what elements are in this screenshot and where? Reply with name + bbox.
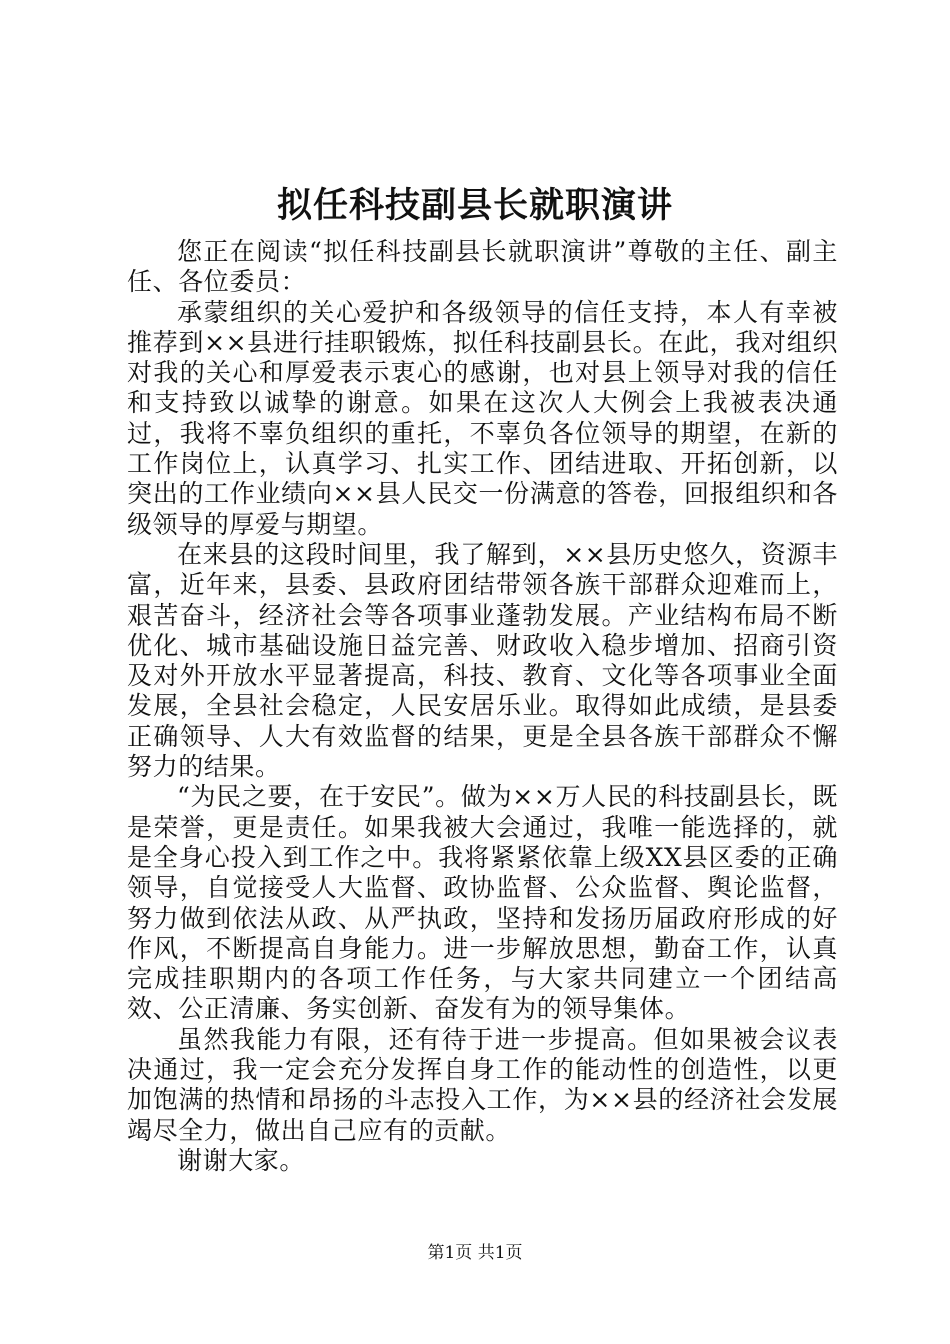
page-footer <box>0 1241 950 1265</box>
paragraph-pledge: 虽然我能力有限，还有待于进一步提高。但如果被会议表决通过，我一定会充分发挥自身工作的能动性的创造性，以更加饱满的热情和昂扬的斗志投入工作，为××县的经济社会发展竭尽全力，做出自己应有的贡献。 <box>127 1024 838 1145</box>
document-title: 拟任科技副县长就职演讲 <box>276 185 673 226</box>
page-total: 共1页 <box>477 1243 523 1263</box>
paragraph-thanks: 谢谢大家。 <box>177 1145 306 1175</box>
page-number: 第1页 <box>427 1243 473 1263</box>
paragraph-greeting: 您正在阅读“拟任科技副县长就职演讲”尊敬的主任、副主任、各位委员： <box>127 237 838 297</box>
paragraph-gratitude: 承蒙组织的关心爱护和各级领导的信任支持，本人有幸被推荐到××县进行挂职锻炼，拟任科技副县长。在此，我对组织对我的关心和厚爱表示衷心的感谢，也对县上领导对我的信任和支持致以诚挚的谢意。如果在这次人大例会上我被表决通过，我将不辜负组织的重托，不辜负各位领导的期望，在新的工作岗位上，认真学习、扎实工作、团结进取、开拓创新，以突出的工作业绩向××县人民交一份满意的答卷，回报组织和各级领导的厚爱与期望。 <box>127 297 838 539</box>
document-body <box>127 237 838 1176</box>
paragraph-county-overview: 在来县的这段时间里，我了解到，××县历史悠久，资源丰富，近年来，县委、县政府团结带领各族干部群众迎难而上，艰苦奋斗，经济社会等各项事业蓬勃发展。产业结构布局不断优化、城市基础设施日益完善、财政收入稳步增加、招商引资及对外开放水平显著提高，科技、教育、文化等各项事业全面发展，全县社会稳定，人民安居乐业。取得如此成绩，是县委正确领导、人大有效监督的结果，更是全县各族干部群众不懈努力的结果。 <box>127 539 838 782</box>
paragraph-commitment: “为民之要，在于安民”。做为××万人民的科技副县长，既是荣誉，更是责任。如果我被大会通过，我唯一能选择的，就是全身心投入到工作之中。我将紧紧依靠上级XX县区委的正确领导，自觉接受人大监督、政协监督、公众监督、舆论监督，努力做到依法从政、从严执政，坚持和发扬历届政府形成的好作风，不断提高自身能力。进一步解放思想，勤奋工作，认真完成挂职期内的各项工作任务，与大家共同建立一个团结高效、公正清廉、务实创新、奋发有为的领导集体。 <box>127 782 838 1024</box>
